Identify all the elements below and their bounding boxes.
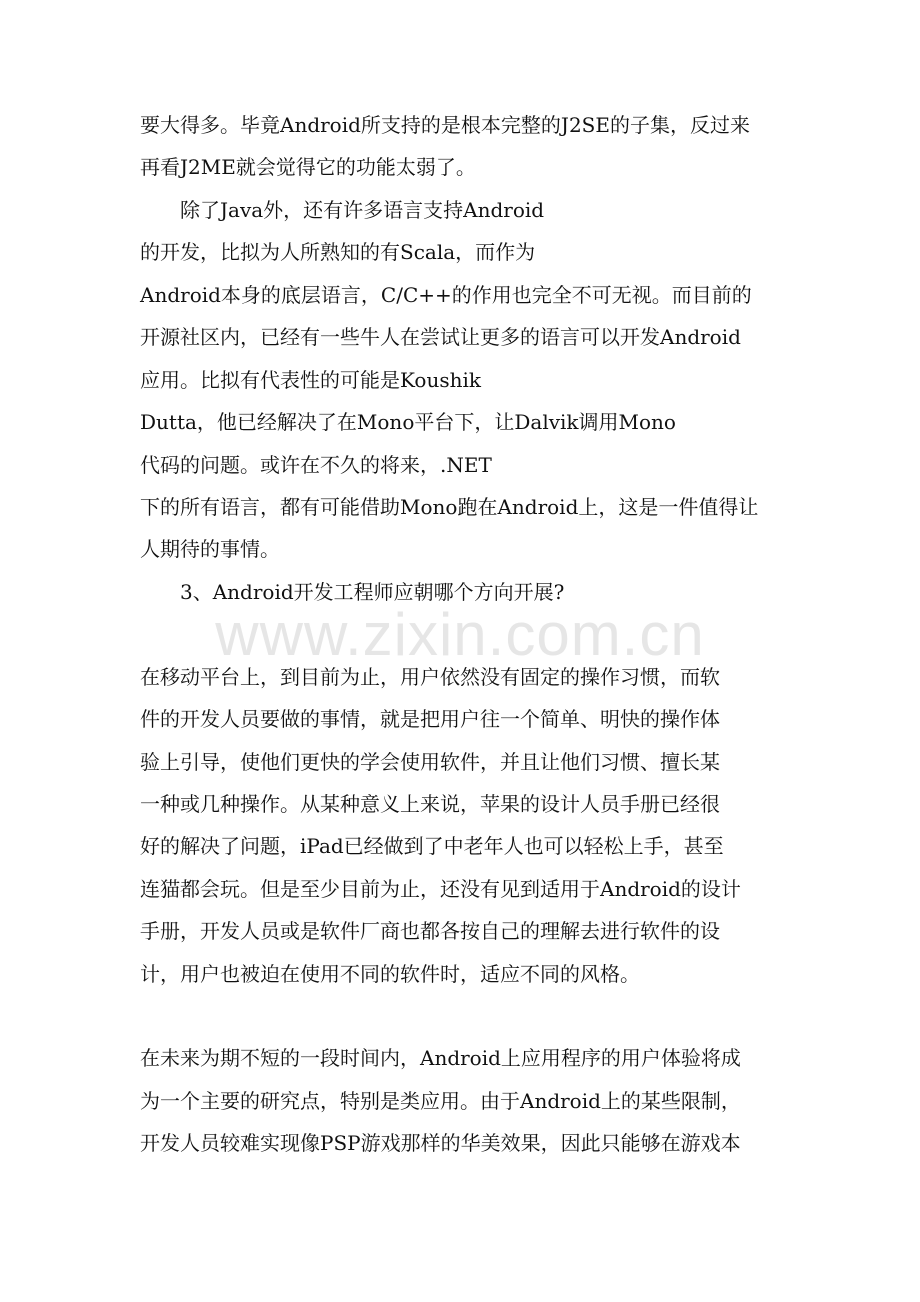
text-line: 验上引导，使他们更快的学会使用软件，并且让他们习惯、擅长某 xyxy=(140,750,720,774)
text-line: 件的开发人员要做的事情，就是把用户往一个简单、明快的操作体 xyxy=(140,707,720,731)
text-line: 再看J2ME就会觉得它的功能太弱了。 xyxy=(140,155,476,179)
text-line: 要大得多。毕竟Android所支持的是根本完整的J2SE的子集，反过来 xyxy=(140,113,750,137)
text-line: 一种或几种操作。从某种意义上来说，苹果的设计人员手册已经很 xyxy=(140,792,720,816)
text-line: 好的解决了问题，iPad已经做到了中老年人也可以轻松上手，甚至 xyxy=(140,834,724,858)
text-line: 代码的问题。或许在不久的将来，.NET xyxy=(140,453,492,477)
text-line: 在移动平台上，到目前为止，用户依然没有固定的操作习惯，而软 xyxy=(140,665,720,689)
text-line: 开源社区内，已经有一些牛人在尝试让更多的语言可以开发Android xyxy=(140,325,741,349)
text-line: 为一个主要的研究点，特别是类应用。由于Android上的某些限制， xyxy=(140,1089,741,1113)
text-line: 开发人员较难实现像PSP游戏那样的华美效果，因此只能够在游戏本 xyxy=(140,1131,741,1155)
text-line: 连猫都会玩。但是至少目前为止，还没有见到适用于Android的设计 xyxy=(140,877,741,901)
text-line: 在未来为期不短的一段时间内，Android上应用程序的用户体验将成 xyxy=(140,1046,741,1070)
text-line: Android本身的底层语言，C/C++的作用也完全不可无视。而目前的 xyxy=(140,283,752,307)
section-heading: 3、Android开发工程师应朝哪个方向开展? xyxy=(180,580,565,604)
text-line: 人期待的事情。 xyxy=(140,537,280,561)
text-line: 除了Java外，还有许多语言支持Android xyxy=(180,198,545,222)
text-line: 计，用户也被迫在使用不同的软件时，适应不同的风格。 xyxy=(140,962,640,986)
text-line: 的开发，比拟为人所熟知的有Scala，而作为 xyxy=(140,240,536,264)
text-line: 应用。比拟有代表性的可能是Koushik xyxy=(140,368,481,392)
text-line: Dutta，他已经解决了在Mono平台下，让Dalvik调用Mono xyxy=(140,410,676,434)
text-line: 下的所有语言，都有可能借助Mono跑在Android上，这是一件值得让 xyxy=(140,495,759,519)
text-line: 手册，开发人员或是软件厂商也都各按自己的理解去进行软件的设 xyxy=(140,919,720,943)
watermark: www.zixin.com.cn xyxy=(215,601,705,668)
